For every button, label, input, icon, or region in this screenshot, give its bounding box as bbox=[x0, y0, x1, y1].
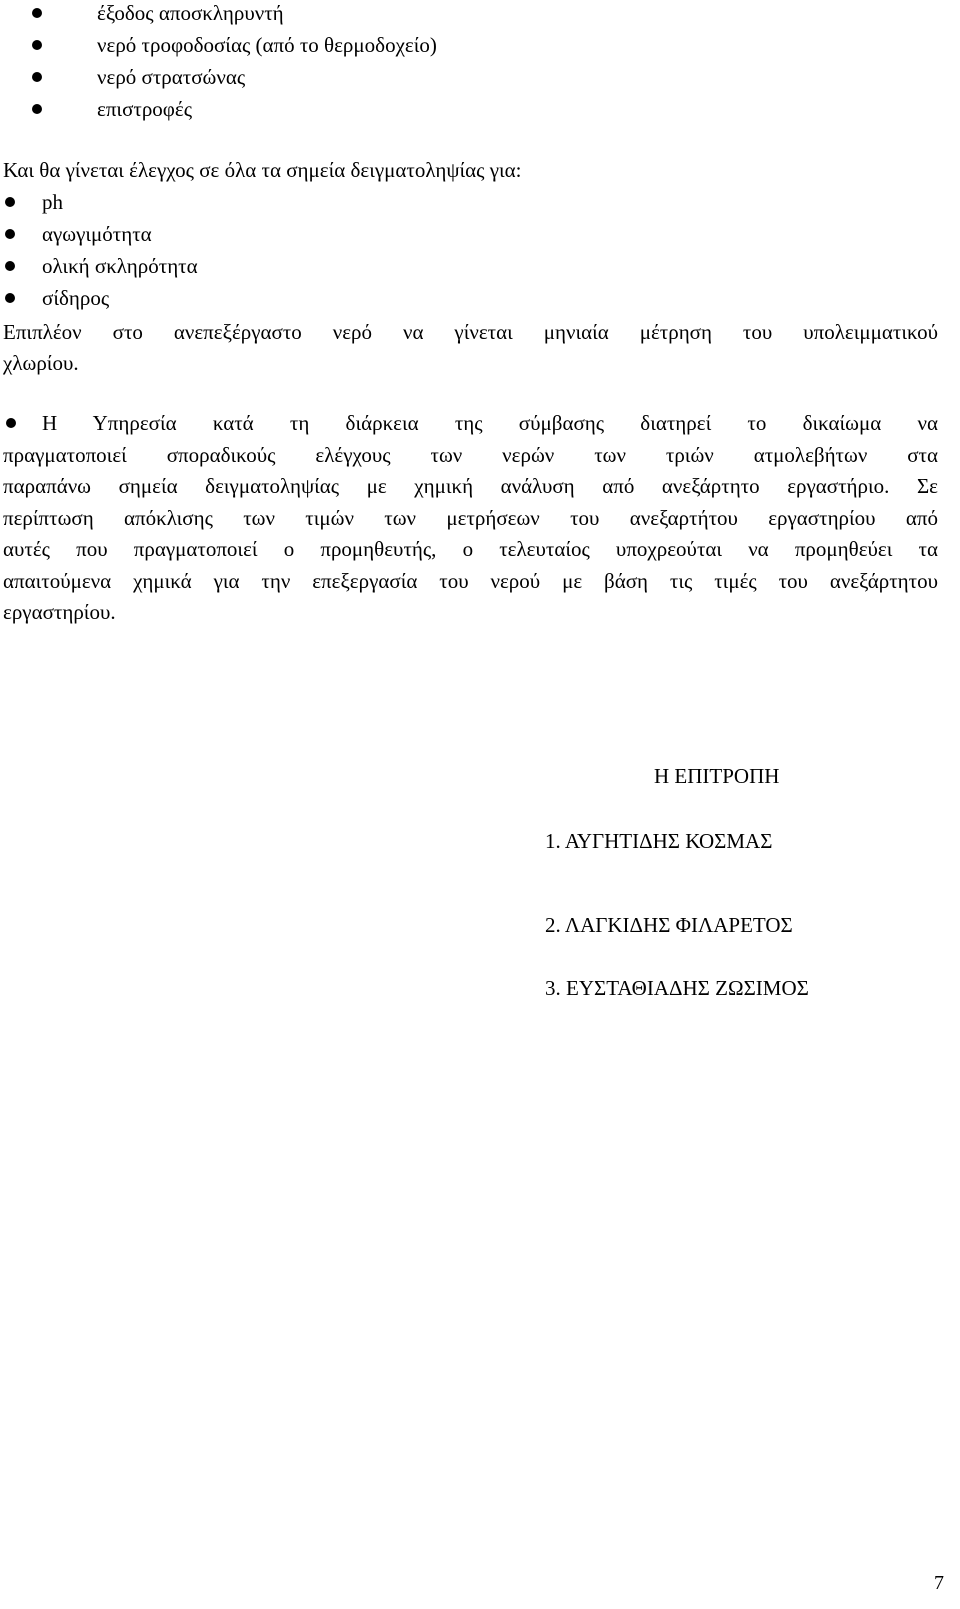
bullet-icon bbox=[6, 418, 16, 428]
paragraph-line: εργαστηρίου. bbox=[3, 600, 116, 624]
bullet-icon bbox=[32, 40, 42, 50]
list-item-text: νερό τροφοδοσίας (από το θερμοδοχείο) bbox=[97, 33, 437, 57]
paragraph-line: περίπτωση απόκλισης των τιμών των μετρήσεων του ανεξαρτήτου εργαστηρίου από bbox=[3, 505, 938, 530]
paragraph-line: απαιτούμενα χημικά για την επεξεργασία του νερού με βάση τις τιμές του ανεξάρτητου bbox=[3, 568, 938, 593]
list-item bbox=[0, 250, 198, 282]
chlorine-note-line: Επιπλέον στο ανεπεξέργαστο νερό να γίνεται μηνιαία μέτρηση του υπολειμματικού bbox=[3, 320, 938, 344]
list-item bbox=[27, 29, 437, 61]
list-item-text: νερό στρατσώνας bbox=[97, 65, 246, 89]
committee-heading: Η ΕΠΙΤΡΟΠΗ bbox=[654, 764, 780, 788]
bullet-icon bbox=[32, 104, 42, 114]
bullet-icon bbox=[5, 229, 15, 239]
list-item-text: ph bbox=[42, 190, 63, 214]
paragraph-line: αυτές που πραγματοποιεί ο προμηθευτής, ο τελευταίος υποχρεούται να προμηθεύει τα bbox=[3, 537, 938, 561]
list-item bbox=[27, 61, 437, 93]
page-number: 7 bbox=[934, 1572, 944, 1594]
bullet-icon bbox=[5, 261, 15, 271]
chlorine-note bbox=[3, 317, 938, 379]
committee-member: 1. ΑΥΓΗΤΙΔΗΣ ΚΟΣΜΑΣ bbox=[545, 829, 773, 853]
paragraph-line bbox=[3, 408, 938, 440]
control-intro-text: Και θα γίνεται έλεγχος σε όλα τα σημεία δειγματοληψίας για: bbox=[3, 158, 522, 182]
committee-member: 3. ΕΥΣΤΑΘΙΑΔΗΣ ΖΩΣΙΜΟΣ bbox=[545, 976, 809, 1000]
sampling-points-list bbox=[27, 0, 437, 125]
list-item-text: σίδηρος bbox=[42, 286, 110, 310]
committee-member: 2. ΛΑΓΚΙΔΗΣ ΦΙΛΑΡΕΤΟΣ bbox=[545, 913, 793, 937]
control-parameters-list bbox=[0, 186, 198, 314]
bullet-icon bbox=[5, 293, 15, 303]
list-item bbox=[0, 282, 198, 314]
list-item bbox=[0, 186, 198, 218]
bullet-icon bbox=[32, 8, 42, 18]
service-paragraph bbox=[3, 408, 938, 629]
list-item-text: αγωγιμότητα bbox=[42, 222, 152, 246]
control-intro bbox=[3, 155, 938, 186]
paragraph-line: πραγματοποιεί σποραδικούς ελέγχους των νερών των τριών ατμολεβήτων στα bbox=[3, 442, 938, 467]
paragraph-line: παραπάνω σημεία δειγματοληψίας με χημική ανάλυση από ανεξάρτητο εργαστήριο. Σε bbox=[3, 474, 938, 498]
bullet-icon bbox=[5, 197, 15, 207]
paragraph-line-text: Η Υπηρεσία κατά τη διάρκεια της σύμβασης διατηρεί το δικαίωμα να bbox=[42, 411, 938, 435]
list-item bbox=[0, 218, 198, 250]
list-item-text: ολική σκληρότητα bbox=[42, 254, 198, 278]
chlorine-note-line: χλωρίου. bbox=[3, 351, 79, 375]
list-item bbox=[27, 0, 437, 29]
list-item-text: έξοδος αποσκληρυντή bbox=[97, 1, 284, 25]
list-item-text: επιστροφές bbox=[97, 97, 193, 121]
bullet-icon bbox=[32, 72, 42, 82]
list-item bbox=[27, 93, 437, 125]
